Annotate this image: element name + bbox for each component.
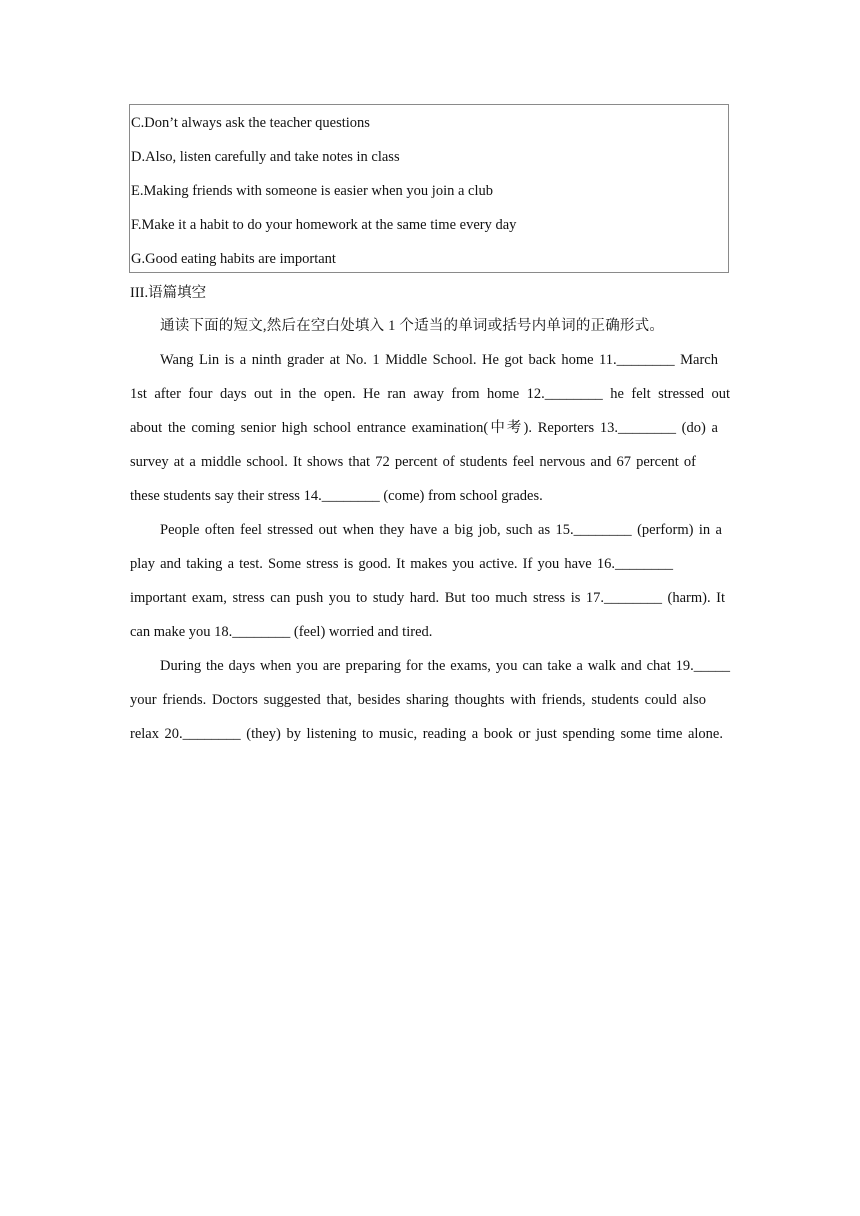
passage-line: 1st after four days out in the open. He ran away from home 12.________ he felt stressed out [130, 386, 730, 402]
passage-line: relax 20.________ (they) by listening to music, reading a book or just spending some time alone. [130, 726, 723, 742]
passage-line: People often feel stressed out when they have a big job, such as 15.________ (perform) in a [160, 522, 722, 538]
option-g: G.Good eating habits are important [131, 251, 336, 267]
option-d: D.Also, listen carefully and take notes in class [131, 149, 400, 165]
passage-line: Wang Lin is a ninth grader at No. 1 Middle School. He got back home 11.________ March [160, 352, 718, 368]
option-f: F.Make it a habit to do your homework at the same time every day [131, 217, 517, 233]
passage-line: survey at a middle school. It shows that 72 percent of students feel nervous and 67 percent of [130, 454, 696, 470]
passage-line: about the coming senior high school entrance examination(中考). Reporters 13.________ (do) a [130, 420, 718, 436]
option-c: C.Don’t always ask the teacher questions [131, 115, 370, 131]
passage-line: these students say their stress 14.________ (come) from school grades. [130, 488, 543, 504]
passage-line: your friends. Doctors suggested that, besides sharing thoughts with friends, students could also [130, 692, 706, 708]
section-title: III.语篇填空 [130, 285, 207, 301]
section-instruction: 通读下面的短文,然后在空白处填入 1 个适当的单词或括号内单词的正确形式。 [160, 318, 665, 334]
passage-line: important exam, stress can push you to study hard. But too much stress is 17.________ (harm). It [130, 590, 725, 606]
passage-line: play and taking a test. Some stress is good. It makes you active. If you have 16.________ [130, 556, 673, 572]
option-e: E.Making friends with someone is easier when you join a club [131, 183, 494, 199]
passage-line: During the days when you are preparing for the exams, you can take a walk and chat 19._____ [160, 658, 730, 674]
options-box [129, 104, 729, 273]
passage-line: can make you 18.________ (feel) worried and tired. [130, 624, 433, 640]
